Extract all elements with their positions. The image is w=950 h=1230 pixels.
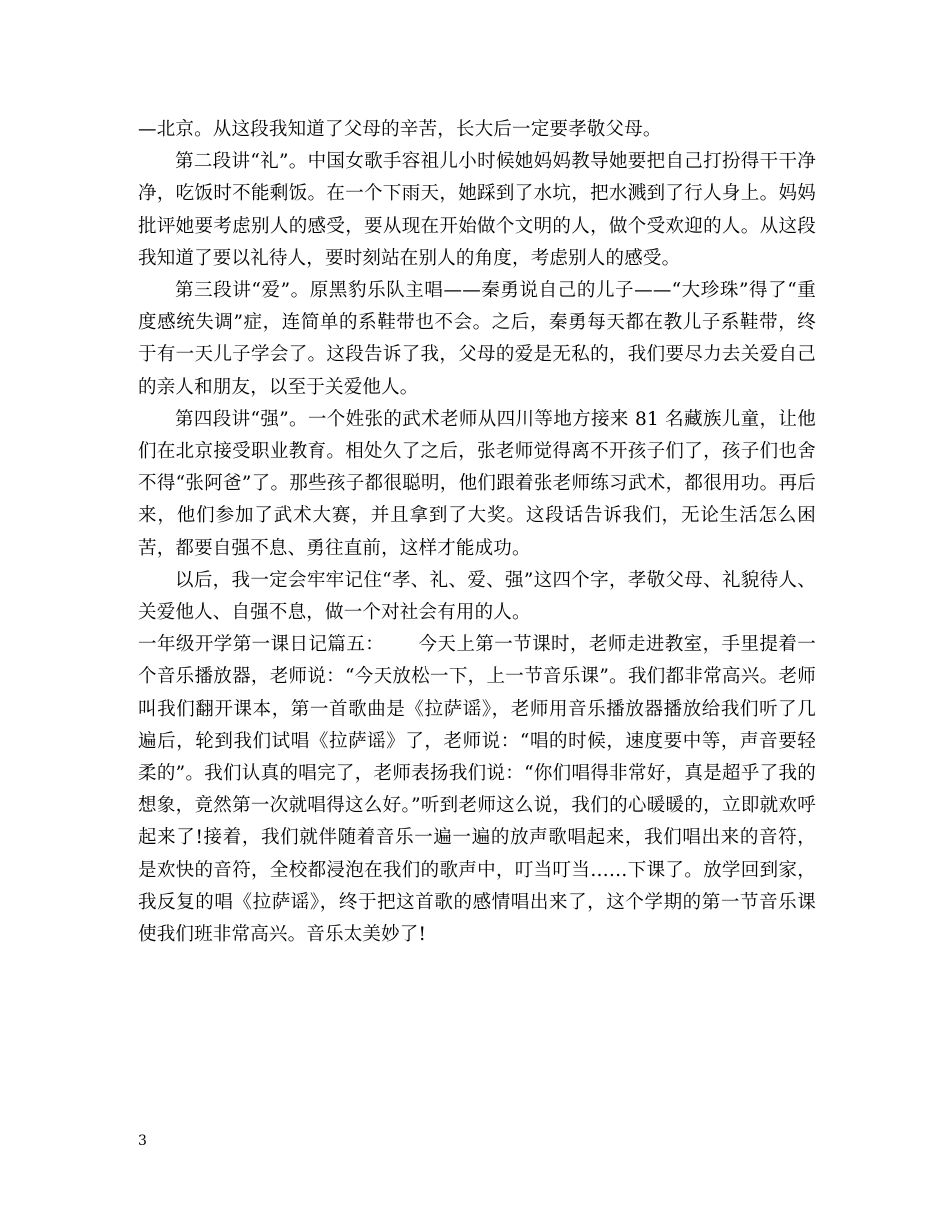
page-number: 3 [138, 1133, 147, 1149]
paragraph-conclusion: 以后，我一定会牢牢记住“孝、礼、爱、强”这四个字，孝敬父母、礼貌待人、关爱他人、自强不息，做一个对社会有用的人。 [138, 569, 816, 624]
paragraph-continuation: —北京。从这段我知道了父母的辛苦，长大后一定要孝敬父母。 [138, 119, 662, 140]
diary-entry-five [138, 629, 816, 951]
document-body [138, 114, 816, 951]
paragraph-li: 第二段讲“礼”。中国女歌手容祖儿小时候她妈妈教导她要把自己打扮得干干净净，吃饭时不能剩饭。在一个下雨天，她踩到了水坑，把水溅到了行人身上。妈妈批评她要考虑别人的感受，要从现在开始做个文明的人，做个受欢迎的人。从这段我知道了要以礼待人，要时刻站在别人的角度，考虑别人的感受。 [138, 151, 816, 269]
diary-heading: 一年级开学第一课日记篇五： [138, 634, 385, 656]
paragraph-ai: 第三段讲“爱”。原黑豹乐队主唱——秦勇说自己的儿子——“大珍珠”得了“重度感统失调”症，连简单的系鞋带也不会。之后，秦勇每天都在教儿子系鞋带，终于有一天儿子学会了。这段告诉了我，父母的爱是无私的，我们要尽力去关爱自己的亲人和朋友，以至于关爱他人。 [138, 280, 816, 398]
diary-body: 今天上第一节课时，老师走进教室，手里提着一个音乐播放器，老师说：“今天放松一下，上一节音乐课”。我们都非常高兴。老师叫我们翻开课本，第一首歌曲是《拉萨谣》，老师用音乐播放器播放给我们听了几遍后，轮到我们试唱《拉萨谣》了，老师说：“唱的时候，速度要中等，声音要轻柔的”。我们认真的唱完了，老师表扬我们说：“你们唱得非常好，真是超乎了我的想象，竟然第一次就唱得这么好。”听到老师这么说，我们的心暖暖的，立即就欢呼起来了!接着，我们就伴随着音乐一遍一遍的放声歌唱起来，我们唱出来的音符，是欢快的音符，全校都浸泡在我们的歌声中，叮当叮当……下课了。放学回到家，我反复的唱《拉萨谣》，终于把这首歌的感情唱出来了，这个学期的第一节音乐课使我们班非常高兴。音乐太美妙了! [138, 634, 816, 946]
paragraph-qiang: 第四段讲“强”。一个姓张的武术老师从四川等地方接来 81 名藏族儿童，让他们在北京接受职业教育。相处久了之后，张老师觉得离不开孩子们了，孩子们也舍不得“张阿爸”了。那些孩子都很聪明，他们跟着张老师练习武术，都很用功。再后来，他们参加了武术大赛，并且拿到了大奖。这段话告诉我们，无论生活怎么困苦，都要自强不息、勇往直前，这样才能成功。 [138, 408, 816, 559]
